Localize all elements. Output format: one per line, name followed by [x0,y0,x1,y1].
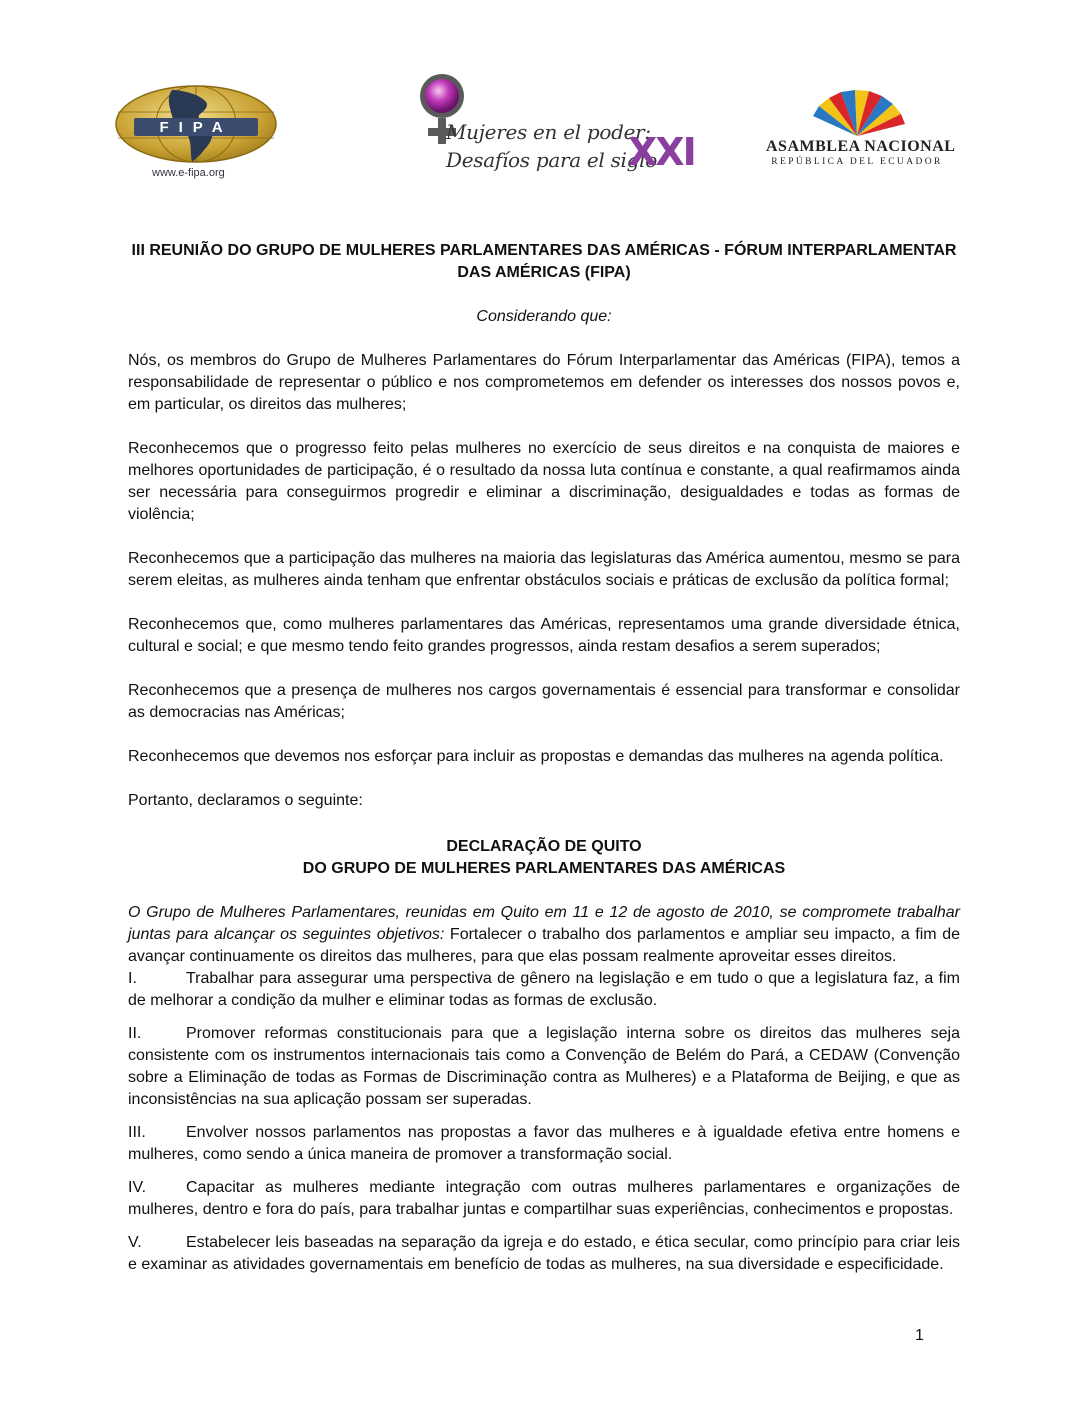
mujeres-logo [412,70,695,190]
paragraph: Nós, os membros do Grupo de Mulheres Parlamentares do Fórum Interparlamentar das Américas (FIPA), temos a responsabilidade de representar o público e nos comprometemos em defender os interesses dos nossos povos e, em particular, os direitos das mulheres; [128,352,960,413]
fipa-url: www.e-fipa.org [152,167,225,179]
asamblea-name: ASAMBLEA NACIONAL [766,138,956,155]
objective-number: V. [128,1234,142,1251]
document-body [128,240,960,1287]
objective-number: IV. [128,1179,147,1196]
objective-text: Capacitar as mulheres mediante integração com outras mulheres parlamentares e organizações de mulheres, dentro e fora do país, para trabalhar juntas e compartilhar suas experiências, conhecimentos e propostas. [128,1179,960,1218]
intro-italic: O Grupo de Mulheres Parlamentares, reunidas em Quito em 11 e 12 de agosto de 2010, se compromete trabalhar juntas para alcançar os seguintes objetivos: [128,904,960,943]
fipa-globe-icon [112,84,280,168]
declaration-title-line2: DO GRUPO DE MULHERES PARLAMENTARES DAS AMÉRICAS [302,860,786,877]
objective-item [128,1177,960,1221]
considering-heading: Considerando que: [476,308,612,325]
asamblea-logo [762,90,956,180]
objective-number: I. [128,970,137,987]
asamblea-emblem-icon [762,90,952,140]
objective-item [128,1023,960,1111]
objective-item [128,1232,960,1276]
objective-item [128,1122,960,1166]
objectives-list [128,968,960,1276]
paragraph: Reconhecemos que devemos nos esforçar para incluir as propostas e demandas das mulheres na agenda política. [128,748,944,765]
intro-rest: Fortalecer o trabalho dos parlamentos e ampliar seu impacto, a fim de avançar continuamente os direitos das mulheres, para que elas possam realmente aproveitar esses direitos. [128,926,961,965]
declaration-intro [128,902,960,968]
document-title: III REUNIÃO DO GRUPO DE MULHERES PARLAMENTARES DAS AMÉRICAS - FÓRUM INTERPARLAMENTAR DAS AMÉRICAS (FIPA) [131,242,957,281]
objective-item [128,968,960,1012]
paragraph: Portanto, declaramos o seguinte: [128,792,363,809]
svg-text:FIPA: FIPA [159,119,233,136]
mujeres-line2: Desafíos para el siglo [446,148,657,172]
paragraph: Reconhecemos que a participação das mulheres na maioria das legislaturas das América aumentou, mesmo se para serem eleitas, as mulheres ainda tenham que enfrentar obstáculos sociais e práticas de exclusão da política formal; [128,550,960,589]
header-logos [0,0,1088,200]
paragraph: Reconhecemos que, como mulheres parlamentares das Américas, representamos uma grande diversidade étnica, cultural e social; e que mesmo tendo feito grandes progressos, ainda restam desafios a serem superados; [128,616,960,655]
objective-number: III. [128,1124,146,1141]
declaration-title-line1: DECLARAÇÃO DE QUITO [446,838,642,855]
mujeres-line1: Mujeres en el poder: [446,120,651,144]
declaration-title [128,836,960,880]
fipa-logo [112,84,280,184]
objective-text: Trabalhar para assegurar uma perspectiva de gênero na legislação e em tudo o que a legislatura faz, a fim de melhorar a condição da mulher e eliminar todas as formas de exclusão. [128,970,960,1009]
page-number: 1 [915,1327,924,1344]
objective-text: Promover reformas constitucionais para que a legislação interna sobre os direitos das mulheres seja consistente com os instrumentos internacionais tais como a Convenção de Belém do Pará, a CEDAW (Convenção sobre a Eliminação de todas as Formas de Discriminação contra as Mulheres) e a Plataforma de Beijing, e que as inconsistências na sua aplicação possam ser superadas. [128,1025,960,1108]
mujeres-xxi: XXI [628,130,695,174]
asamblea-subtitle: REPÚBLICA DEL ECUADOR [771,157,943,167]
paragraph: Reconhecemos que o progresso feito pelas mulheres no exercício de seus direitos e na conquista de maiores e melhores oportunidades de participação, é o resultado da nossa luta contínua e constante, a qual reafirmamos ainda ser necessária para conseguirmos progredir e eliminar a discriminação, desigualdades e todas as formas de violência; [128,440,960,523]
objective-text: Envolver nossos parlamentos nas propostas a favor das mulheres e à igualdade efetiva entre homens e mulheres, como sendo a única maneira de promover a transformação social. [128,1124,960,1163]
objective-text: Estabelecer leis baseadas na separação da igreja e do estado, e ética secular, como princípio para criar leis e examinar as atividades governamentais em benefício de todas as mulheres, na sua diversidade e especificidade. [128,1234,960,1273]
objective-number: II. [128,1025,142,1042]
paragraph: Reconhecemos que a presença de mulheres nos cargos governamentais é essencial para transformar e consolidar as democracias nas Américas; [128,682,960,721]
